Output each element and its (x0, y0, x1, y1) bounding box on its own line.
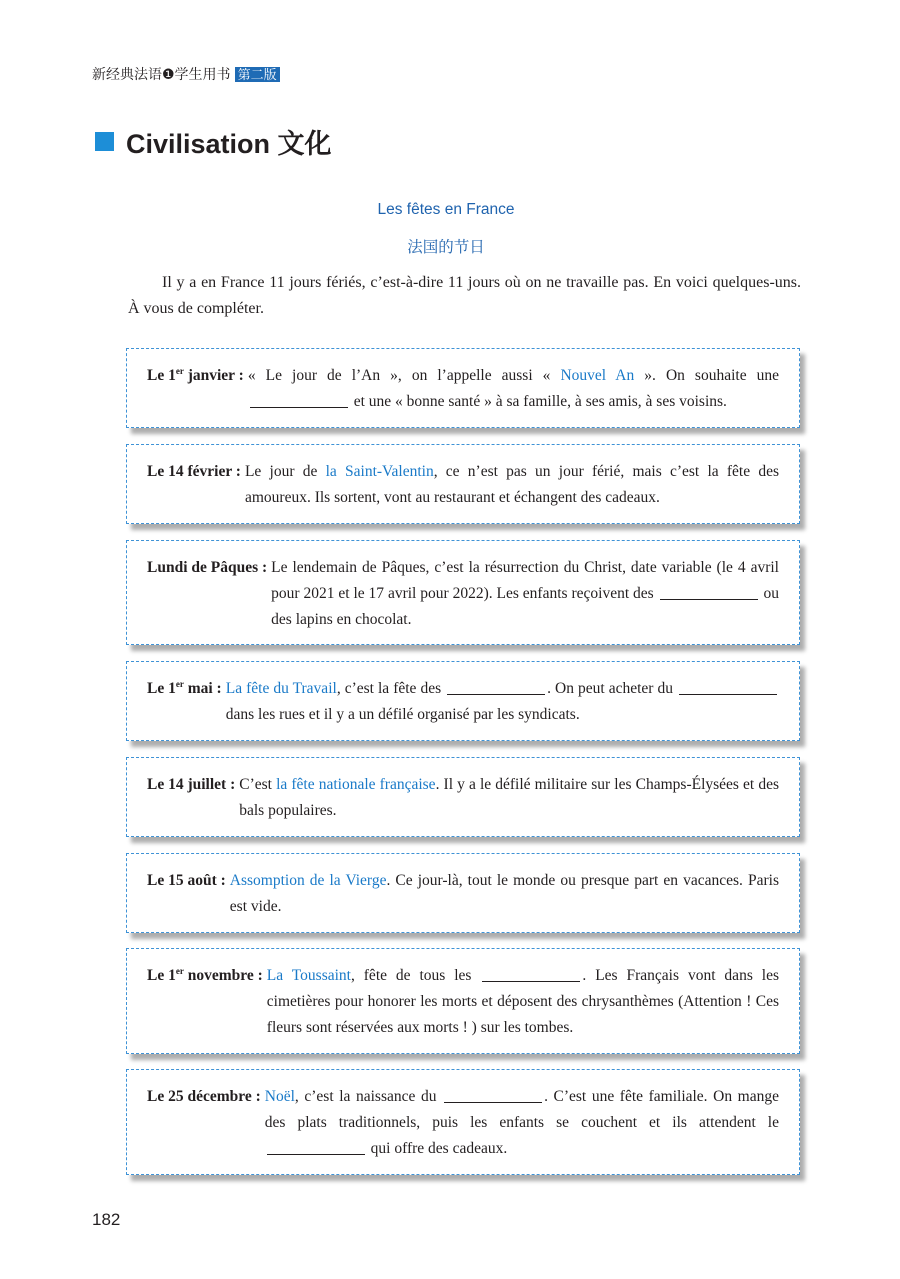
holiday-entry (147, 459, 779, 511)
holiday-date: Le 1er mai : (147, 679, 222, 697)
holiday-highlight: Assomption de la Vierge (229, 872, 387, 889)
holiday-date: Le 1er janvier : (147, 366, 244, 384)
holiday-description: La fête du Travail, c’est la fête des . On peut acheter du dans les rues et il y a un défilé organisé par les syndicats. (226, 676, 779, 728)
fill-in-blank[interactable] (267, 1138, 365, 1155)
holiday-highlight: La fête du Travail (225, 680, 337, 697)
holiday-date: Lundi de Pâques : (147, 559, 268, 576)
holiday-date: Le 1er novembre : (147, 966, 263, 984)
holiday-highlight: Noël (264, 1088, 295, 1105)
book-header (92, 64, 280, 84)
holiday-entry (147, 363, 779, 415)
fill-in-blank[interactable] (660, 583, 758, 600)
holiday-description: Le jour de la Saint-Valentin, ce n’est pas un jour férié, mais c’est la fête des amoureux. Ils sortent, vont au restaurant et échangent des cadeaux. (244, 463, 779, 506)
holiday-box (126, 853, 800, 933)
holiday-highlight: la Saint-Valentin (325, 463, 434, 480)
section-title-text: Civilisation 文化 (126, 128, 332, 159)
holiday-description: C’est la fête nationale française. Il y a le défilé militaire sur les Champs-Élysées et des bals populaires. (239, 776, 780, 819)
book-title: 新经典法语❶学生用书 (92, 66, 231, 82)
holiday-description: Noël, c’est la naissance du . C’est une fête familiale. On mange des plats traditionnels, puis les enfants se couchent et ils attendent le qui offre des cadeaux. (264, 1088, 779, 1157)
holiday-description: La Toussaint, fête de tous les . Les Français vont dans les cimetières pour honorer les morts et déposent des chrysanthèmes (Attention ! Ces fleurs sont réservées aux morts ! ) sur les tombes. (266, 967, 779, 1036)
holiday-description: Assomption de la Vierge. Ce jour-là, tout le monde ou presque part en vacances. Paris est vide. (229, 872, 779, 915)
subtitle-fr: Les fêtes en France (377, 201, 515, 218)
subtitle-zh: 法国的节日 (407, 239, 485, 256)
holiday-entry (147, 1084, 779, 1162)
fill-in-blank[interactable] (679, 678, 777, 695)
holiday-box (126, 948, 800, 1054)
fill-in-blank[interactable] (250, 391, 348, 408)
fill-in-blank[interactable] (444, 1086, 542, 1103)
section-title (95, 122, 332, 160)
fill-in-blank[interactable] (447, 678, 545, 695)
holiday-date: Le 15 août : (147, 872, 226, 889)
holiday-entry (147, 963, 779, 1041)
holiday-date: Le 14 juillet : (147, 776, 236, 793)
holiday-entry (147, 676, 779, 728)
holiday-highlight: la fête nationale française (276, 776, 436, 793)
fill-in-blank[interactable] (482, 965, 580, 982)
edition-badge: 第二版 (235, 67, 280, 82)
holiday-box (126, 540, 800, 645)
holiday-box (126, 444, 800, 524)
holiday-entry (147, 555, 779, 633)
holiday-highlight: Nouvel An (560, 367, 635, 384)
page-number: 182 (92, 1210, 121, 1229)
holiday-highlight: La Toussaint (266, 967, 351, 984)
intro-paragraph: Il y a en France 11 jours fériés, c’est-à-dire 11 jours où on ne travaille pas. En voici quelques-uns. À vous de compléter. (128, 274, 801, 317)
holiday-date: Le 14 février : (147, 463, 241, 480)
holiday-box (126, 348, 800, 428)
holiday-box (126, 757, 800, 837)
holiday-entry (147, 772, 779, 824)
holiday-box (126, 1069, 800, 1175)
holiday-description: Le lendemain de Pâques, c’est la résurrection du Christ, date variable (le 4 avril pour 2021 et le 17 avril pour 2022). Les enfants reçoivent des ou des lapins en chocolat. (271, 559, 779, 628)
holiday-entry (147, 868, 779, 920)
holiday-description: « Le jour de l’An », on l’appelle aussi « Nouvel An ». On souhaite une et une « bonne santé » à sa famille, à ses amis, à ses voisins. (247, 367, 780, 410)
square-bullet-icon (95, 132, 114, 151)
holiday-box (126, 661, 800, 741)
holiday-date: Le 25 décembre : (147, 1088, 261, 1105)
